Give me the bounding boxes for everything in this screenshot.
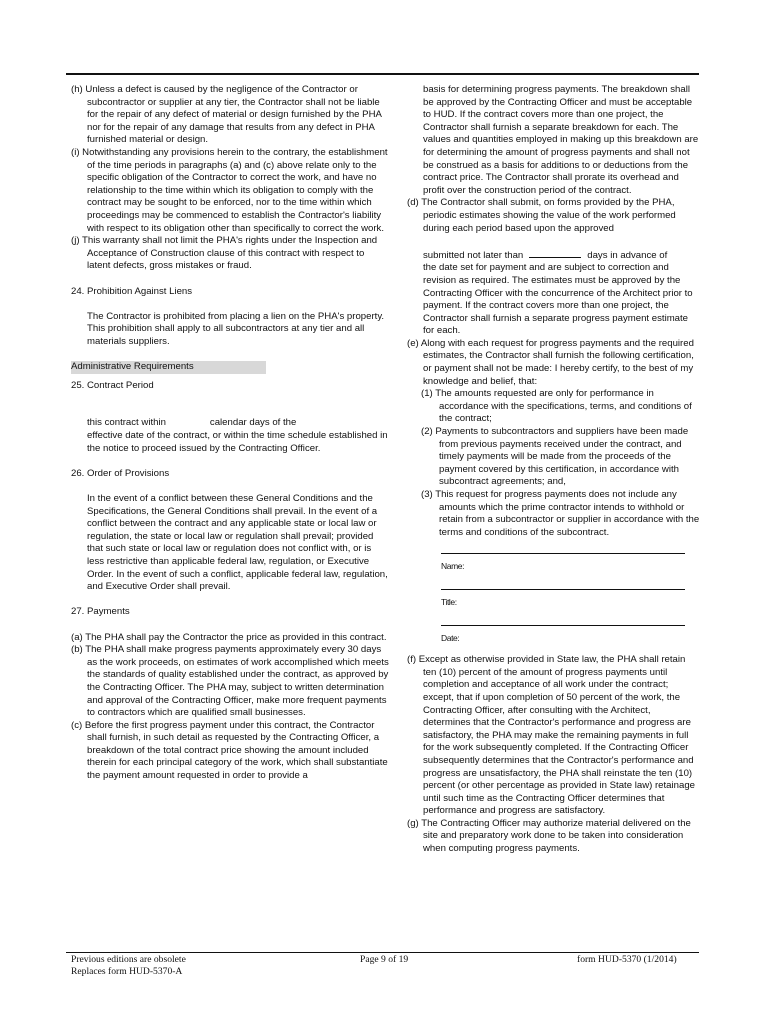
section-24-body: The Contractor is prohibited from placing a lien on the PHA's property. This prohibition shall apply to all subcontractors at any tier and all materials suppliers.	[87, 310, 385, 347]
section-27-heading: 27. Payments	[71, 606, 130, 618]
clause-j: (j) This warranty shall not limit the PHA's rights under the Inspection and Acceptance of Construction clause of this contract with respect to latent defects, gross mistakes or fraud.	[71, 235, 378, 272]
top-rule	[66, 73, 699, 75]
page-number: Page 9 of 19	[360, 954, 409, 965]
form-id: form HUD-5370 (1/2014)	[577, 954, 677, 965]
section-26-body: In the event of a conflict between these General Conditions and the Specifications, the General Conditions shall prevail. In the event of a conflict between the contract and any applicable state or local law or regulation, the state or local law or regulation shall prevail; provided that such state or local law or regulation does not conflict with, or is less restrictive than applicable federal law, regulation, or Executive Order. In the event of such a conflict, applicable federal law, regulation, and Executive Order shall prevail.	[87, 493, 388, 593]
certification-item-1: (1) The amounts requested are only for performance in accordance with the specifications, terms, and conditions of the contract;	[421, 388, 692, 425]
section-25-text-b: calendar days of the	[209, 417, 297, 429]
section-24-heading: 24. Prohibition Against Liens	[71, 285, 193, 297]
clause-27d-body: the date set for payment and are subject to correction and revision as required. The estimates must be approved by the Contracting Officer with the concurrence of the Architect prior to payment. If the contract covers more than one project, the Contractor shall furnish a separate progress payment estimate for each.	[423, 262, 693, 337]
title-line	[441, 589, 685, 590]
certification-item-3: (3) This request for progress payments does not include any amounts which the prime contractor intends to withhold or retain from a subcontractor or supplier in accordance with the terms and conditions of the subcontract.	[421, 489, 700, 538]
administrative-requirements-heading: Administrative Requirements	[71, 361, 266, 374]
clause-i: (i) Notwithstanding any provisions herein to the contrary, the establishment of the time periods in paragraphs (a) and (c) above relate only to the specific obligation of the Contractor to correct the work, and have no relationship to the time within which its obligation to comply with the contract may be sought to be enforced, nor to the time within which proceedings may be commenced to establish the Contractor's liability with respect to its obligation other than specifically to correct the work.	[71, 146, 388, 234]
bottom-rule	[66, 952, 699, 953]
footer-obsolete-note: Previous editions are obsolete	[71, 954, 186, 965]
clause-27b: (b) The PHA shall make progress payments approximately every 30 days as the work proceeds, on estimates of work accomplished which meets the standards of quality established under the contract, as approved by the Contracting Officer. The PHA may, subject to written determination and approval of the Contracting Officer, make more frequent payments to contractors which are qualified small businesses.	[71, 644, 389, 719]
right-column	[405, 84, 700, 856]
clause-27c: (c) Before the first progress payment under this contract, the Contractor shall furnish, in such detail as requested by the Contracting Officer, a breakdown of the total contract price showing the amount included therein for each principal category of the work, which shall substantiate the payment amount requested in order to provide a	[71, 719, 388, 782]
name-line	[441, 553, 685, 554]
days-blank-line	[529, 248, 581, 258]
footer-replaces-note: Replaces form HUD-5370-A	[71, 966, 183, 977]
name-label: Name:	[441, 561, 465, 572]
clause-27d-line	[405, 248, 700, 263]
clause-27d: (d) The Contractor shall submit, on forms provided by the PHA, periodic estimates showing the value of the work performed during each period based upon the approved	[407, 197, 676, 234]
clause-27g: (g) The Contracting Officer may authorize material delivered on the site and preparatory work done to be taken into consideration when computing progress payments.	[407, 817, 691, 855]
clause-27a: (a) The PHA shall pay the Contractor the price as provided in this contract.	[71, 631, 387, 643]
signature-block	[441, 553, 700, 644]
date-line	[441, 625, 685, 626]
date-label: Date:	[441, 632, 460, 643]
clause-27d-text-b: days in advance of	[587, 249, 668, 261]
clause-27e: (e) Along with each request for progress payments and the required estimates, the Contractor shall furnish the following certification, or payment shall not be made: I hereby certify, to the best of my knowledge and belief, that:	[407, 337, 694, 387]
certification-item-2: (2) Payments to subcontractors and suppliers have been made from previous payments received under the contract, and timely payments will be made from the proceeds of the payment covered by this certification, in accordance with subcontract agreements; and,	[421, 426, 689, 488]
section-25-heading: 25. Contract Period	[71, 379, 154, 391]
section-25-body: effective date of the contract, or within the time schedule established in the notice to proceed issued by the Contracting Officer.	[87, 430, 388, 454]
section-26-heading: 26. Order of Provisions	[71, 467, 170, 479]
section-25-line	[71, 417, 389, 430]
clause-27f: (f) Except as otherwise provided in State law, the PHA shall retain ten (10) percent of the amount of progress payments until completion and acceptance of all work under the contract; except, that if upon completion of 50 percent of the work, the Contracting Officer, after consulting with the Architect, determines that the Contractor's performance and progress are satisfactory, the PHA may make the remaining payments in full for the work subsequently completed. If the Contracting Officer subsequently determines that the Contractor's performance and progress are unsatisfactory, the PHA shall reinstate the ten (10) percent (or other percentage as provided in State law) retainage until such time as the Contracting Officer determines that performance and progress are satisfactory.	[407, 654, 695, 817]
title-label: Title:	[441, 596, 457, 607]
section-25-text-a: this contract within	[87, 417, 166, 429]
left-column	[71, 84, 389, 783]
clause-27c-continued: basis for determining progress payments. The breakdown shall be approved by the Contracting Officer and must be acceptable to HUD. If the contract covers more than one project, the Contractor shall furnish a separate breakdown for each. The values and quantities employed in making up this breakdown are for determining the amount of progress payments and shall not be construed as a basis for additions to or deductions from the contract price. The Contractor shall prorate its overhead and profit over the construction period of the contract.	[423, 84, 699, 196]
footer-left	[71, 954, 186, 978]
clause-h: (h) Unless a defect is caused by the negligence of the Contractor or subcontractor or supplier at any tier, the Contractor shall not be liable for the repair of any defect of material or design furnished by the PHA nor for the repair of any damage that results from any defect in PHA furnished material or design.	[71, 84, 382, 146]
clause-27d-text-a: submitted not later than	[423, 249, 524, 261]
